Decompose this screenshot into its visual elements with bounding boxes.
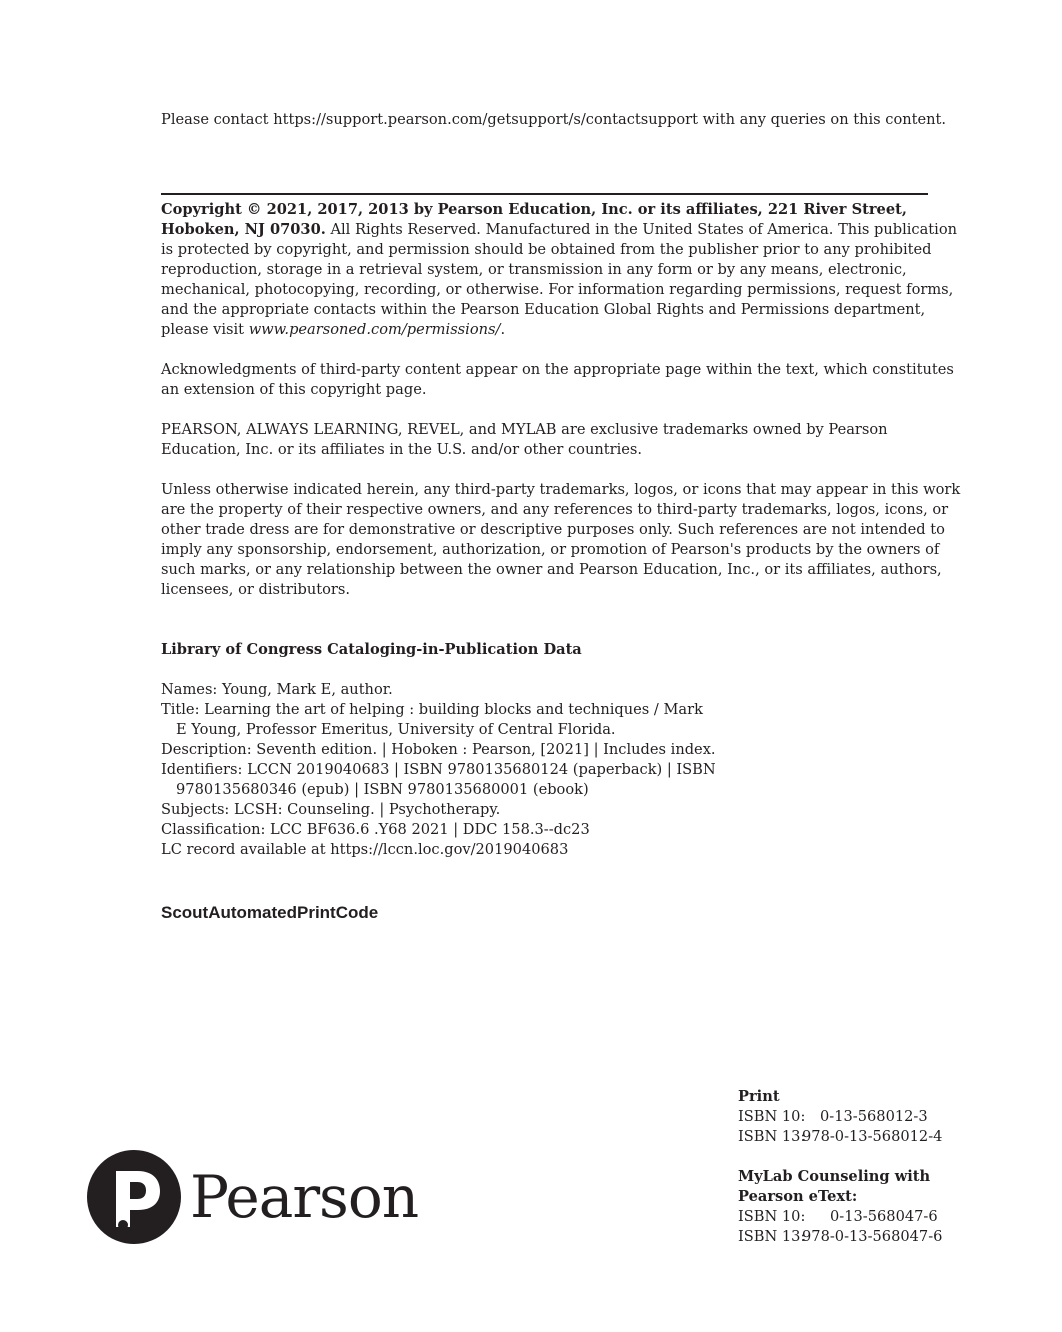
permissions-link[interactable]: www.pearsoned.com/permissions/ xyxy=(248,321,501,338)
print-heading: Print xyxy=(738,1088,780,1105)
copyright-line-1: Copyright © 2021, 2017, 2013 by Pearson Education, Inc. or its affiliates, 221 River Street, xyxy=(161,201,907,218)
ack-line-1: Acknowledgments of third-party content appear on the appropriate page within the text, which constitutes xyxy=(161,361,954,378)
cip-description: Description: Seventh edition. | Hoboken : Pearson, [2021] | Includes index. xyxy=(161,741,716,758)
cip-classification: Classification: LCC BF636.6 .Y68 2021 | DDC 158.3--dc23 xyxy=(161,821,590,838)
copyright-paragraph xyxy=(161,200,958,340)
mylab-heading-1: MyLab Counseling with xyxy=(738,1168,931,1185)
tp-line-2: are the property of their respective owners, and any references to third-party trademarks, logos, icons, or xyxy=(161,501,949,518)
pearson-logo xyxy=(86,1149,418,1245)
copyright-line-2 xyxy=(161,220,958,240)
copyright-section xyxy=(161,200,961,620)
print-isbn13 xyxy=(738,1127,943,1147)
acknowledgments-paragraph xyxy=(161,360,954,400)
print-code: ScoutAutomatedPrintCode xyxy=(161,903,379,922)
pearson-p-icon xyxy=(86,1149,182,1245)
tp-line-4: imply any sponsorship, endorsement, authorization, or promotion of Pearson's products by the owners of xyxy=(161,541,940,558)
isbn10-value: 0-13-568012-3 xyxy=(820,1108,928,1125)
isbn10-value: 0-13-568047-6 xyxy=(830,1208,938,1225)
cip-subjects: Subjects: LCSH: Counseling. | Psychotherapy. xyxy=(161,801,501,818)
copyright-line-7 xyxy=(161,320,921,340)
third-party-paragraph xyxy=(161,480,961,600)
tp-line-1: Unless otherwise indicated herein, any third-party trademarks, logos, or icons that may appear in this work xyxy=(161,481,961,498)
cip-title: Title: Learning the art of helping : building blocks and techniques / Mark xyxy=(161,701,703,718)
print-isbn10 xyxy=(738,1107,938,1127)
tp-line-3: other trade dress are for demonstrative or descriptive purposes only. Such references are not intended to xyxy=(161,521,945,538)
mylab-isbn13 xyxy=(738,1227,943,1247)
cip-data xyxy=(161,680,781,860)
visit-prefix: please visit xyxy=(161,321,249,338)
mylab-heading-2: Pearson eText: xyxy=(738,1188,858,1205)
copyright-line-6: and the appropriate contacts within the Pearson Education Global Rights and Permissions department, xyxy=(161,301,926,318)
cip-identifiers: Identifiers: LCCN 2019040683 | ISBN 9780135680124 (paperback) | ISBN xyxy=(161,761,716,778)
isbn13-label: ISBN 13: xyxy=(738,1228,806,1245)
copyright-line-3: is protected by copyright, and permission should be obtained from the publisher prior to any prohibited xyxy=(161,241,932,258)
isbn10-label: ISBN 10: xyxy=(738,1208,806,1225)
mylab-isbn10 xyxy=(738,1207,938,1227)
visit-suffix: . xyxy=(500,321,506,338)
contact-line: Please contact https://support.pearson.com/getsupport/s/contactsupport with any queries on this content. xyxy=(161,111,947,128)
tm-line-2: Education, Inc. or its affiliates in the U.S. and/or other countries. xyxy=(161,441,643,458)
pearson-wordmark: Pearson xyxy=(190,1163,419,1231)
cip-heading: Library of Congress Cataloging-in-Publication Data xyxy=(161,641,582,658)
isbn13-value: 978-0-13-568047-6 xyxy=(802,1228,943,1245)
isbn13-label: ISBN 13: xyxy=(738,1128,806,1145)
cip-title-cont: E Young, Professor Emeritus, University of Central Florida. xyxy=(176,721,616,738)
copyright-line-5: mechanical, photocopying, recording, or otherwise. For information regarding permissions, request forms, xyxy=(161,281,954,298)
tp-line-5: such marks, or any relationship between the owner and Pearson Education, Inc., or its affiliates, authors, xyxy=(161,561,942,578)
isbn-block xyxy=(738,1087,943,1247)
tp-line-6: licensees, or distributors. xyxy=(161,581,350,598)
cip-identifiers-cont: 9780135680346 (epub) | ISBN 9780135680001 (ebook) xyxy=(176,781,589,798)
divider-rule xyxy=(161,193,928,195)
ack-line-2: an extension of this copyright page. xyxy=(161,381,427,398)
tm-line-1: PEARSON, ALWAYS LEARNING, REVEL, and MYLAB are exclusive trademarks owned by Pearson xyxy=(161,421,888,438)
trademarks-paragraph xyxy=(161,420,921,460)
isbn10-label: ISBN 10: xyxy=(738,1108,806,1125)
cip-lc-record: LC record available at https://lccn.loc.gov/2019040683 xyxy=(161,841,569,858)
cip-names: Names: Young, Mark E, author. xyxy=(161,681,393,698)
copyright-line-4: reproduction, storage in a retrieval system, or transmission in any form or by any means, electronic, xyxy=(161,261,907,278)
spacer xyxy=(738,1147,938,1167)
isbn13-value: 978-0-13-568012-4 xyxy=(802,1128,943,1145)
rights-text: All Rights Reserved. Manufactured in the United States of America. This publication xyxy=(325,221,958,238)
copyright-address-end: Hoboken, NJ 07030. xyxy=(161,221,326,238)
